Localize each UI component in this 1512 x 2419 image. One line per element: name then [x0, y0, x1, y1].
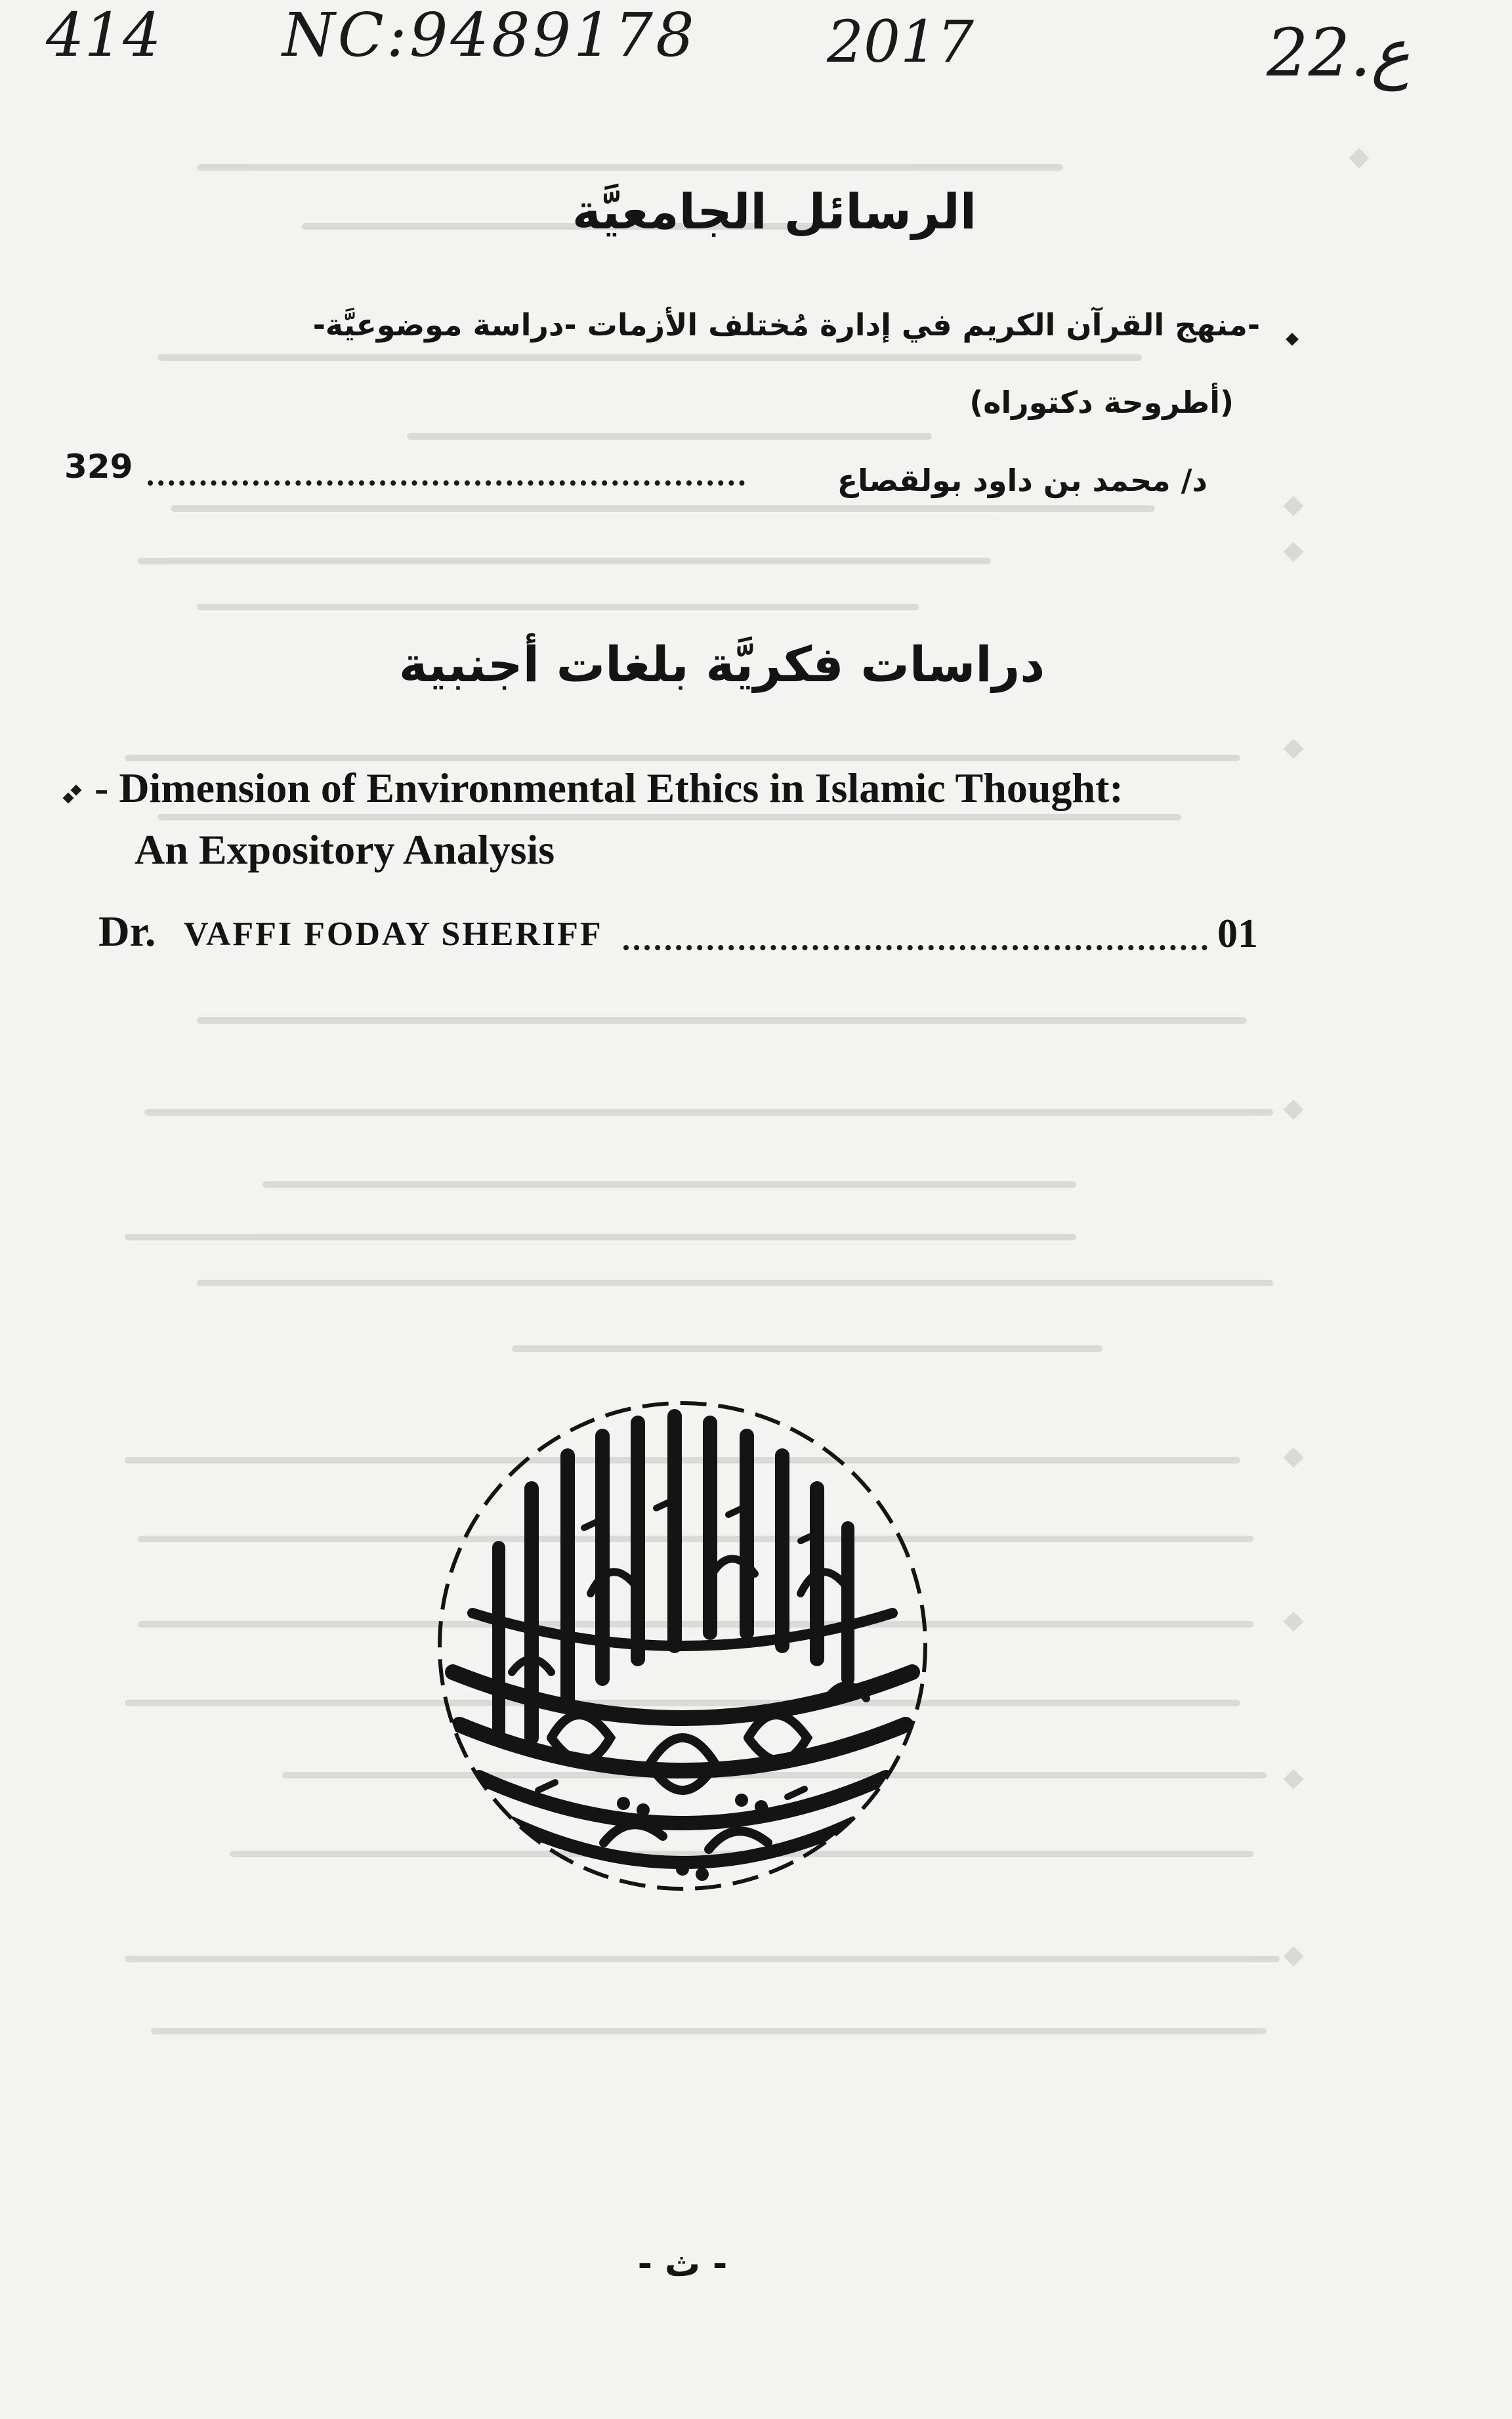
entry-title-arabic: -منهج القرآن الكريم في إدارة مُختلف الأزمات -دراسة موضوعيَّة-: [312, 307, 1260, 343]
entry-subtitle-arabic: (أطروحة دكتوراه): [969, 385, 1234, 420]
entry-author-name: VAFFI FODAY SHERIFF: [184, 915, 603, 953]
dot-leader: [148, 480, 745, 486]
dot-leader: [623, 945, 1208, 950]
diamond-bullet-icon: [1286, 333, 1299, 346]
entry-title-english-continued: An Expository Analysis: [135, 826, 555, 873]
entry-page-number: 329: [64, 448, 133, 486]
entry-title-english: - Dimension of Environmental Ethics in Islamic Thought:: [94, 765, 1124, 811]
handwritten-code: 22.ع: [1267, 14, 1410, 91]
section-heading-foreign-studies: دراسات فكريَّة بلغات أجنبية: [398, 637, 1045, 693]
page-number: - ث -: [637, 2243, 728, 2284]
calligraphy-seal-icon: [433, 1397, 932, 1895]
entry-author-arabic: د/ محمد بن داود بولقصاع: [837, 463, 1208, 498]
diamond-bullet-icon: [71, 785, 82, 796]
entry-author-title: Dr.: [98, 908, 156, 956]
handwritten-number: 414: [46, 0, 161, 70]
entry-page-number: 01: [1217, 912, 1258, 956]
handwritten-year: 2017: [827, 8, 974, 75]
section-heading-theses: الرسائل الجامعيَّة: [572, 184, 977, 240]
handwritten-reference: NC:9489178: [282, 0, 697, 70]
diamond-bullet-icon: [63, 793, 74, 804]
